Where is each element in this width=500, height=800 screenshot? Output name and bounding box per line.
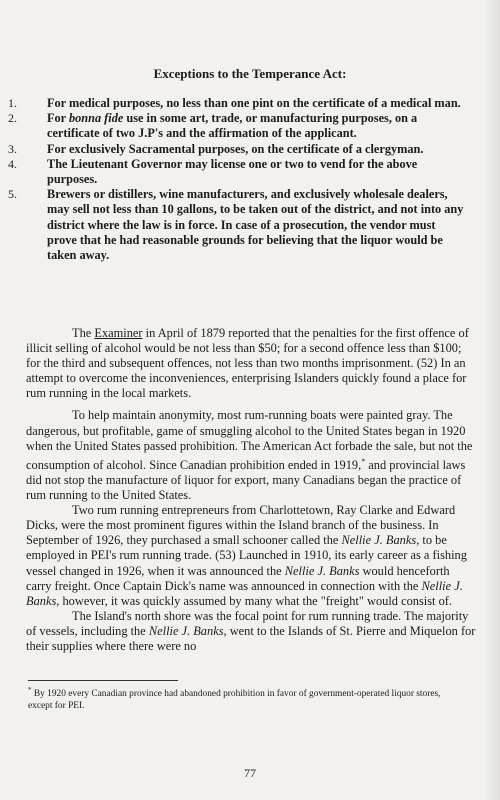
list-item-number: 5. <box>8 187 17 202</box>
list-item-italic: bonna fide <box>68 111 124 126</box>
paragraph: The Island's north shore was the focal point for rum running trade. The majority of vessels, including the Nellie J. Banks, went to the Islands of St. Pierre and Miquelon for their supplies where there were no <box>26 608 476 653</box>
footnote-marker: * <box>361 456 366 466</box>
list-item-number: 3. <box>8 141 17 156</box>
list-item-text: For exclusively Sacramental purposes, on the certificate of a clergyman. <box>47 141 424 156</box>
section-heading: Exceptions to the Temperance Act: <box>153 66 347 81</box>
list-item <box>0 142 500 157</box>
list-item-number: 1. <box>8 96 17 110</box>
body-text <box>26 326 478 654</box>
ship-name: Nellie J. Banks <box>148 623 224 638</box>
ship-name: Nellie J. Banks <box>341 533 417 548</box>
list-item <box>0 187 500 263</box>
footnote <box>28 684 458 712</box>
exceptions-list <box>0 96 500 263</box>
paragraph: Two rum running entrepreneurs from Charlottetown, Ray Clarke and Edward Dicks, were the most prominent figures within the Island branch of the business. In September of 1926, they purchased a small schooner called the Nellie J. Banks, to be employed in PEI's rum running trade. (53) Launched in 1910, its early career as a fishing vessel changed in 1926, when it was announced the Nellie J. Banks would henceforth carry freight. Once Captain Dick's name was announced in connection with the Nellie J. Banks, however, it was quickly assumed by many what the "freight" would consist of. <box>26 503 467 608</box>
list-item <box>0 96 500 111</box>
list-item-number: 2. <box>8 111 17 126</box>
paragraph-text: and provincial laws did not stop the manufacture of liquor for export, many Canadians began the practice of rum running to the United States. <box>26 457 466 503</box>
list-item-text-rest: use in some art, trade, or manufacturing purposes, on a certificate of two J.P's and the affirmation of the applicant. <box>47 111 418 141</box>
footnote-text: By 1920 every Canadian province had abandoned prohibition in favor of government-operated liquor stores, except for PEI. <box>28 689 441 712</box>
list-item-text: For medical purposes, no less than one pint on the certificate of a medical man. <box>47 96 461 110</box>
ship-name: Nellie J. Banks <box>26 578 463 608</box>
ship-name: Nellie J. Banks <box>284 563 360 578</box>
page-number: 77 <box>244 766 256 780</box>
paragraph <box>26 326 478 401</box>
paragraph <box>26 408 478 503</box>
newspaper-name: Examiner <box>94 326 143 340</box>
footnote-rule <box>28 680 178 681</box>
paragraph-text: in April of 1879 reported that the penalties for the first offence of illicit selling of alcohol would be not less than $50; for a second offence less than $100; for the third and subsequent offences, not less than two months imprisonment. (52) In an attempt to overcome the inconveniences, enterprising Islanders quickly found a place for rum running in the local markets. <box>26 326 469 401</box>
list-item-text: Brewers or distillers, wine manufacturers, and exclusively wholesale dealers, may sell not less than 10 gallons, to be taken out of the district, and not into any district where the law is in force. In case of a prosecution, the vendor must prove that he had reasonable grounds for believing that the liquor would be taken away. <box>47 187 464 263</box>
list-item <box>0 157 500 187</box>
list-item-number: 4. <box>8 156 17 171</box>
footnote-marker: * <box>28 686 32 694</box>
list-item-text-prefix: For <box>47 111 69 126</box>
list-item-text: The Lieutenant Governor may license one or two to vend for the above purposes. <box>47 156 418 187</box>
paragraph-text: To help maintain anonymity, most rum-running boats were painted gray. The dangerous, but profitable, game of smuggling alcohol to the United States began in 1920 when the United States passed prohibition. The American Act forbade the sale, but not the consumption of alcohol. Since Canadian prohibition ended in 1919, <box>26 408 473 472</box>
list-item <box>0 111 500 141</box>
paragraph-prefix: The <box>72 326 95 340</box>
